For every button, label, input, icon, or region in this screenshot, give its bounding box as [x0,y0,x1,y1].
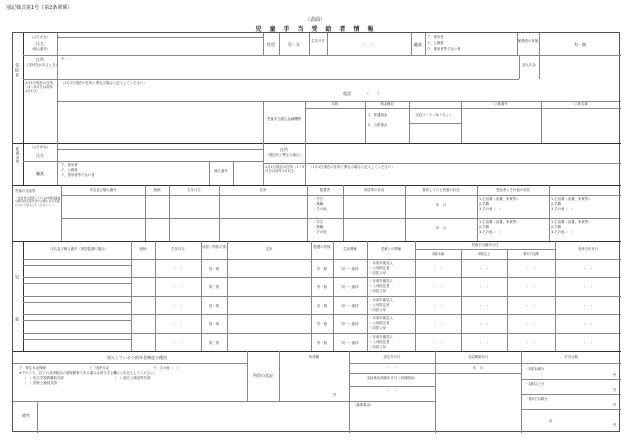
support-label: 支給事由消滅年月日（消滅理由） [366,376,418,380]
income-unit: 円 [333,393,337,397]
address-sub: （送付先があるとき） [25,63,59,67]
grid-line [23,33,24,143]
spouse-name-label: 氏名 [36,153,44,158]
ch-b5-under3[interactable]: ・ ・ [432,340,444,345]
ch-a2-care-2[interactable]: 2.学費 [479,225,490,229]
ch-b-head-life: 生計関係 [343,247,357,251]
jan-address-side: 1月1日現在の住所（1〜5月分は前年1月1日） [25,81,54,93]
ch-b5-rel-2[interactable]: ・父母指定者 [369,339,390,344]
recipient-section-label: 受給者 [15,63,20,78]
ch-b-head-live: 同居・別居の別 [202,245,226,249]
pension-sub-3[interactable]: （ ）国家公務員共済 [23,381,57,385]
ch-a-head-other: 受給者とその他の状況 [496,188,530,192]
grid-line [521,379,621,380]
children-a-label: 児童の支給等 [15,189,36,193]
ch-b2-third[interactable]: ・ ・ [525,285,537,290]
grid-line [13,401,247,402]
support-value[interactable]: ・ ・ [386,389,398,393]
ch-b5-nonelig[interactable]: ・ ・ [582,340,594,345]
bank-col-name: 名称 [331,102,339,106]
grid-line [23,277,621,278]
monthly-unit-1: 円 [613,373,617,377]
ch-b-head-care: 監護の有無 [313,245,331,249]
grid-line [23,79,519,80]
ch-b2-rel-1[interactable]: ・未成年後見人 [369,279,393,284]
grid-line [23,314,621,315]
ch-b1-rel-3[interactable]: ・同居父母 [369,271,386,275]
total-unit: 円 [613,423,617,427]
grid-line [263,143,264,185]
grid-line [13,351,621,352]
ch-b2-life[interactable]: 同一・維持 [341,285,359,290]
grid-line [13,363,247,364]
ch-b1-rel-1[interactable]: ・未成年後見人 [369,261,393,265]
form-sheet [12,32,620,432]
grid-line [233,161,234,185]
ch-a1-care-2[interactable]: 2.学費 [479,202,490,206]
occupation-opt-2[interactable]: イ．公務員 [427,41,444,45]
ch-b1-care[interactable]: 有・無 [316,267,328,271]
grid-line [61,218,621,219]
children-b-side-1: 児 [15,275,20,280]
pension-label: 加入している公的年金制度の種別 [107,355,167,360]
spouse-label: 配偶者の有無 [517,39,539,43]
grid-line [409,123,461,124]
grid-line [405,185,406,241]
grid-line [521,409,621,410]
ch-b4-third[interactable]: ・ ・ [525,322,537,327]
bank-code: 支店コード（ゆうちょ） [415,113,453,117]
monthly-item-3: ・第3子以降分 [525,397,548,401]
ch-b1-nonelig[interactable]: ・ ・ [582,267,594,271]
remarks-label: 備考 [22,413,30,418]
grid-line [23,55,621,56]
grid-line [23,265,131,266]
grid-line [23,320,131,321]
pension-sub-1[interactable]: （ ）私立学校教職員共済 [23,376,64,380]
grid-line [539,55,540,79]
spouse-value[interactable]: 有・無 [574,42,586,47]
grid-line [425,33,426,55]
ch-b3-care[interactable]: 有・無 [316,303,328,308]
ch-b-head-amount: 児童手当額年月日 [471,243,499,247]
ch-b-sub-third: 第3子以降 [523,252,539,256]
ch-b3-rel-2[interactable]: ・父母指定者 [369,302,390,307]
monthly-unit-3: 円 [613,403,617,407]
ch-b3-live[interactable]: 同・別 [208,303,220,308]
ch-b2-rel-3[interactable]: ・同居父母 [369,289,386,294]
ch-a2-care2-3[interactable]: 3.その他（ ） [551,230,575,234]
ch-b2-over3[interactable]: ・ ・ [478,285,490,290]
bank-col-type: 預金種目 [380,102,394,106]
bank-type-1[interactable]: 1．普通預金 [368,113,388,117]
grid-line [145,185,146,241]
ch-b4-care[interactable]: 有・無 [316,322,328,327]
ch-b3-under3[interactable]: ・ ・ [432,303,444,308]
jan-address-note: （1月1日現在の住所と異なる場合に記入してください） [61,81,147,85]
children-a-note: （受給者と同居している15歳到達後の最初の年度末までの間にある児童について記入してください） [15,196,61,207]
grid-line [519,55,520,79]
grid-line [307,185,308,241]
ch-b-head-birth: 生年月日 [171,247,185,251]
ch-a-head-live: 同居等の状況 [363,188,385,192]
pay-label: 支給開始年月 [467,355,489,359]
enroll-label: 加入年金 [522,63,536,67]
name-label: 氏名 [36,41,44,46]
ch-b4-life[interactable]: 同一・維持 [341,322,359,327]
ch-a-head-raise: 養育している児童の状況 [422,188,460,192]
ch-a2-kubun-3[interactable]: ・その他 [313,230,327,234]
grid-line [247,401,435,402]
grid-line [61,185,62,241]
ch-b4-rel-2[interactable]: ・父母指定者 [369,321,390,326]
ch-b5-rel-1[interactable]: ・未成年後見人 [369,334,393,339]
ch-a1-kubun-1[interactable]: ・学生 [313,197,324,201]
ch-a-head-addr: 住所 [259,188,267,192]
grid-line [13,143,621,144]
grid-line [517,33,518,55]
spouse-jan-label: 1月1日現在の住所（1〜5月分は前年1月1日） [265,165,305,173]
grid-line [23,296,621,297]
pension-opt-a[interactable]: ア．厚生年金保険 [19,366,46,370]
bank-holder: 口座名義 [574,102,588,106]
bank-label: 児童手当振込金融機関 [267,117,301,121]
furigana-label: （ふりがな） [29,35,51,39]
ch-a2-care2-1[interactable]: 1.生活費（食費、家賃等） [551,220,592,224]
grid-line [461,249,462,351]
grid-line [521,394,621,395]
ch-a2-kubun-2[interactable]: ・無職 [313,225,324,229]
ch-a2-care-3[interactable]: 3.その他（ ） [479,230,503,234]
grid-line [415,249,555,250]
ch-a1-care2-1[interactable]: 1.生活費（食費、家賃等） [551,197,592,201]
ch-b4-rel-3[interactable]: ・同居父母 [369,326,386,331]
ch-b2-care[interactable]: 有・無 [316,285,328,290]
ch-a2-kubun-1[interactable]: ・学生 [313,220,324,224]
ch-b1-life[interactable]: 同一・維持 [341,267,359,271]
form-title: 児 童 手 当 受 給 者 情 報 [255,26,375,33]
grid-line [263,101,264,143]
grid-line [209,161,210,185]
spouse-section-label: 配偶者等 [15,147,19,165]
birth-value[interactable]: ・ ・ [363,42,375,47]
ch-b5-birth[interactable]: ・ ・ [172,340,184,345]
ch-b-head-rel: 続柄 [139,247,147,251]
grid-line [57,37,263,38]
grid-line [169,185,170,241]
monthly-item-1: ・3歳未満分 [525,367,545,371]
total-label: 計 [549,419,553,423]
ch-a1-care2-3[interactable]: 3.その他（ ） [551,207,575,211]
bank-col-account: 口座番号 [494,102,508,106]
pension-note: ※アのうち、以下の共済組合の被保険者である場合は該当する欄に○を記入してください。 [19,371,158,375]
ch-b4-nonelig[interactable]: ・ ・ [582,322,594,327]
address-label: 住所 [36,57,44,62]
decision-label: 認定年月日 [383,355,401,359]
sex-label: 性別 [267,42,275,47]
ch-b3-birth[interactable]: ・ ・ [172,303,184,308]
spouse-occ-3[interactable]: ウ．被用者等でない者 [61,173,95,177]
occupation-label: 職業 [414,42,422,47]
ch-b2-rel-2[interactable]: ・父母指定者 [369,284,390,289]
ch-b1-under3[interactable]: ・ ・ [432,267,444,271]
ch-a1-date[interactable]: 年 月 [435,203,447,207]
grid-line [507,249,508,351]
ch-b-head-addr: 住所 [265,247,273,251]
grid-line [219,185,220,241]
spouse-occ-2[interactable]: イ．公務員 [61,168,78,172]
spouse-number-label: 個人番号 [214,169,228,173]
phone-label: 電話 [343,91,351,96]
ch-b3-rel-1[interactable]: ・未成年後見人 [369,297,393,302]
ch-b-head-relation: 児童との関係 [380,247,402,251]
income-label: 所得額 [308,355,320,359]
grid-line [349,386,435,387]
name-sub: （個人番号） [29,47,51,51]
ch-a1-kubun-3[interactable]: ・その他 [313,207,327,211]
pension-sub-2[interactable]: （ ）地方公務員等共済 [113,376,151,380]
ch-b2-birth[interactable]: ・ ・ [172,285,184,290]
sex-value[interactable]: 男・女 [288,42,300,47]
grid-line [23,143,24,185]
birth-label: 生年月日 [311,39,325,43]
spouse-occ-1[interactable]: ア．被用者 [61,163,78,167]
side-marker: （表面） [304,17,325,23]
status-label: 所得の状況 [253,373,273,378]
ch-b3-nonelig[interactable]: ・ ・ [582,303,594,308]
ch-b5-care[interactable]: 有・無 [316,340,328,345]
ch-a2-care2-2[interactable]: 2.学費 [551,225,562,229]
ch-b5-life[interactable]: 同一・維持 [341,340,359,345]
grid-line [13,241,621,242]
ch-b4-live[interactable]: 同・別 [208,322,220,327]
ch-b2-under3[interactable]: ・ ・ [432,285,444,290]
ch-b4-over3[interactable]: ・ ・ [478,322,490,327]
ch-b-sub-nonelig: 非該当年月日 [577,247,599,251]
notes-label: （摘要事由） [353,403,374,407]
grid-line [23,302,131,303]
ch-b1-over3[interactable]: ・ ・ [478,267,490,271]
ch-b-head-name: 氏名及び個人番号（別居監護の場合） [50,247,108,251]
ch-a-head-care: 監護者 [319,188,331,192]
grid-line [13,185,621,186]
ch-a-head-name: 氏名及び個人番号 [89,188,117,192]
pay-value[interactable]: 年 月 [472,366,484,370]
occupation-opt-3[interactable]: ウ．被用者等でない者 [427,47,461,51]
ch-b3-third[interactable]: ・ ・ [525,303,537,308]
ch-b1-third[interactable]: ・ ・ [525,267,537,271]
ch-b3-rel-3[interactable]: ・同居父母 [369,307,386,312]
grid-line [23,161,263,162]
ch-a-head-birth: 生年月日 [187,188,201,192]
spouse-furigana: （ふりがな） [29,145,51,149]
ch-b3-over3[interactable]: ・ ・ [478,303,490,308]
ch-b1-live[interactable]: 同・別 [208,267,220,271]
postal-code[interactable]: 〒 － [61,57,72,61]
ch-b3-life[interactable]: 同一・維持 [341,303,359,308]
ch-b4-rel-1[interactable]: ・未成年後見人 [369,316,393,321]
ch-b-sub-under3: 3歳未満 [431,252,445,256]
ch-a2-care-1[interactable]: 1.生活費（食費、家賃等） [479,220,520,224]
grid-line [349,363,621,364]
ch-b5-over3[interactable]: ・ ・ [478,340,490,345]
ch-b1-birth[interactable]: ・ ・ [172,267,184,271]
monthly-item-2: ・3歳以上分 [525,382,545,386]
spouse-address-label: 住所 [280,147,288,152]
ch-b2-nonelig[interactable]: ・ ・ [582,285,594,290]
grid-line [435,351,436,433]
ch-a1-kubun-2[interactable]: ・無職 [313,202,324,206]
grid-line [549,185,550,241]
decision-value[interactable]: ・ ・ [386,366,398,370]
pension-opt-c[interactable]: ウ．その他（ ） [153,366,180,370]
grid-line [23,339,131,340]
ch-b5-rel-3[interactable]: ・同居父母 [369,344,386,349]
ch-b5-third[interactable]: ・ ・ [525,340,537,345]
monthly-unit-2: 円 [613,388,617,392]
grid-line [309,33,310,55]
grid-line [37,401,38,433]
grid-line [477,185,478,241]
ch-b1-rel-2[interactable]: ・父母指定者 [369,266,390,270]
occupation-opt-1[interactable]: ア．被用者 [427,35,444,39]
children-b-side-2: 童 [15,317,20,322]
grid-line [57,33,58,143]
ch-a2-date[interactable]: 年 月 [435,226,447,230]
ch-b4-under3[interactable]: ・ ・ [432,322,444,327]
ch-b-sub-over3: 3歳以上 [477,252,491,256]
ch-b2-live[interactable]: 同・別 [208,285,220,290]
grid-line [343,185,344,241]
grid-line [23,333,621,334]
grid-line [263,163,621,164]
grid-line [23,283,131,284]
pension-opt-b[interactable]: イ．国民年金 [89,366,110,370]
ch-a1-care-3[interactable]: 3.その他（ ） [479,207,503,211]
spouse-address-sub: （現住所と異なる場合） [265,153,303,157]
ch-b4-birth[interactable]: ・ ・ [172,322,184,327]
grid-line [305,143,306,185]
spouse-jan-note: （1月1日現在の住所と異なる場合に記入してください） [309,165,395,169]
ch-b5-live[interactable]: 同・別 [208,340,220,345]
ch-a1-care2-2[interactable]: 2.学費 [551,202,562,206]
ch-a-head-rel: 続柄 [153,188,161,192]
grid-line [305,108,621,109]
form-id: 別記様式第1号（第2条関係） [6,5,73,11]
monthly-label: 手当月額 [564,355,578,359]
grid-line [57,149,263,150]
bank-type-2[interactable]: 2．当座預金 [368,123,388,127]
ch-a1-care-1[interactable]: 1.生活費（食費、家賃等） [479,197,520,201]
grid-line [23,259,621,260]
spouse-occupation-label: 職業 [36,171,44,176]
phone-value[interactable]: （ ） [365,91,381,96]
